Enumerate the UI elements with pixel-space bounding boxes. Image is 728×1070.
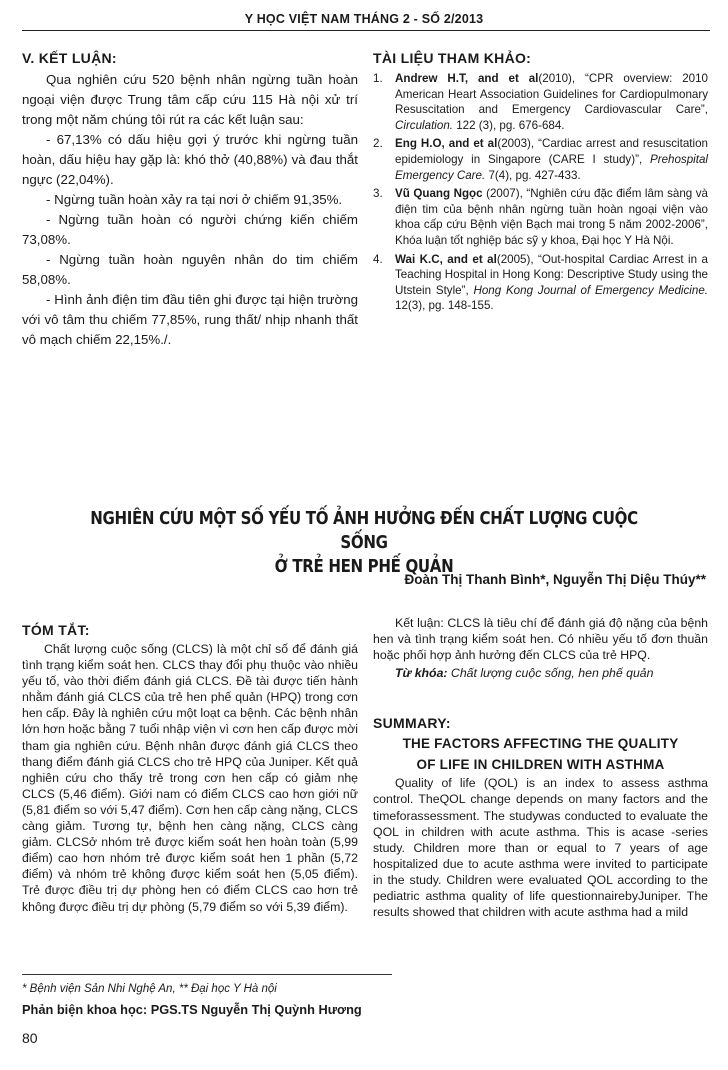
reference-authors: Eng H.O, and et al [395,137,498,151]
abstract-vi-continued [373,615,708,920]
reference-item [373,186,708,248]
reference-text: (2010), “CPR overview: 2010 American Heart Association Guidelines for Cardiopulmonary Resuscitation and Emergency Cardiovascular Care”, [395,72,708,117]
header-rule [22,30,710,31]
summary-subtitle [373,733,708,775]
reference-authors: Wai K.C, and et al [395,252,497,266]
reference-item [373,71,708,133]
reference-authors: Andrew H.T, and et al [395,72,539,85]
article-title-line: Ở TRẺ HEN PHẾ QUẢN [274,557,454,577]
abstract-vi-body: Chất lượng cuộc sống (CLCS) là một chỉ số để đánh giá tình trạng kiểm soát hen. CLCS thay đổi phụ thuộc vào nhiều yếu tố, vào thời điểm đánh giá CLCS. Đề tài được tiến hành nhằm đánh giá CLCS của trẻ hen phế quản (HPQ) trong cơn hen cấp. Đây là nghiên cứu một loạt ca bệnh. Các bệnh nhân lớn hơn hoặc bằng 7 tuổi nhập viện vì cơn hen cấp được mời tham gia nghiên cứu. Bệnh nhân được đánh giá CLCS theo thang điểm đánh giá CLCS cho trẻ HPQ của Juniper. Kết quả nghiên cứu cho thấy trẻ trong cơn hen cấp có giảm nhẹ CLCS (5,46 điểm). Giới nam có điểm CLCS cao hơn giới nữ (5,81 điểm so với 5,47 điểm). Cơn hen cấp càng nặng, CLCS càng giảm. Tương tự, bệnh hen càng nặng, CLCS càng giảm. CLCSở nhóm trẻ được kiểm soát hen hoàn toàn (5,99 điểm) cao hơn nhóm trẻ được kiểm soát hen 1 phần (5,72 điểm) và nhóm trẻ không được kiểm soát hen (5,05 điểm). Trẻ được điều trị dự phòng hen có điểm CLCS cao hơn trẻ không được điều trị dự phòng (5,79 điểm so với 5,39 điểm). [22,642,358,914]
running-head: Y HỌC VIỆT NAM THÁNG 2 - SỐ 2/2013 [244,12,484,26]
abstract-vi-title: TÓM TẮT: [22,622,90,638]
reference-text: (2005), “Out-hospital Cardiac Arrest in a Teaching Hospital in Hong Kong: Descriptive Study using the Utstein Style”, [395,252,708,297]
reference-number: 2. [373,137,383,151]
reference-authors: Vũ Quang Ngọc [395,187,483,201]
conclusion-point: - Ngừng tuần hoàn xảy ra tại nơi ở chiếm 91,35%. [46,192,343,207]
abstract-vi-section [22,622,358,915]
reference-number: 3. [373,187,383,201]
reviewer-note: Phản biện khoa học: PGS.TS Nguyễn Thị Quỳnh Hương [22,1002,362,1017]
reference-text: (2003), “Cardiac arrest and resuscitation epidemiology in Singapore (CARE I study)”, [395,137,708,166]
abstract-vi-conclusion: Kết luận: CLCS là tiêu chí để đánh giá độ nặng của bệnh hen và tình trạng kiểm soát hen. Có nhiều yếu tố đơn thuần hoặc phối hợp ảnh hưởng đến CLCS của trẻ HPQ. [373,616,708,663]
reference-number: 4. [373,252,383,266]
conclusion-point: - Hình ảnh điện tim đầu tiên ghi được tại hiện trường với vô tâm thu chiếm 77,85%, rung thất/ nhịp nhanh thất vô mạch chiếm 22,15%./. [22,292,358,347]
reference-journal: Circulation. [395,118,453,132]
reference-tail: 122 (3), pg. 676-684. [453,118,565,132]
reference-text: (2007), “Nghiên cứu đặc điểm lâm sàng và điện tim của bệnh nhân ngừng tuần hoàn ngoại viện vào khoa cấp cứu Bệnh viện Bạch mai trong 5 năm 2002-2006”, Khóa luận tốt nghiệp bác sỹ y khoa, Đại học Y Hà Nội. [395,187,708,247]
conclusion-point: - Ngừng tuần hoàn nguyên nhân do tim chiếm 58,08%. [22,252,358,287]
reference-journal: Hong Kong Journal of Emergency Medicine. [473,283,708,297]
reference-item [373,252,708,314]
keywords-line [373,665,708,681]
article-title [85,507,642,579]
reference-number: 1. [373,72,383,85]
keywords-text: Chất lượng cuộc sống, hen phế quản [447,666,654,681]
summary-subtitle-line: OF LIFE IN CHILDREN WITH ASTHMA [416,757,665,773]
conclusion-point: - Ngừng tuần hoàn có người chứng kiến chiếm 73,08%. [22,212,358,247]
conclusion-title: V. KẾT LUẬN: [22,50,117,66]
references-section [373,50,708,317]
article-title-line: NGHIÊN CỨU MỘT SỐ YẾU TỐ ẢNH HƯỞNG ĐẾN CHẤT LƯỢNG CUỘC SỐNG [90,509,638,553]
summary-subtitle-line: THE FACTORS AFFECTING THE QUALITY [402,736,679,752]
reference-tail: 7(4), pg. 427-433. [485,168,581,182]
conclusion-intro: Qua nghiên cứu 520 bệnh nhân ngừng tuần hoàn ngoại viện được Trung tâm cấp cứu 115 Hà nội xử trí trong một năm chúng tôi rút ra các kết luận sau: [22,72,358,127]
reference-item [373,136,708,183]
page-number: 80 [22,1030,38,1046]
reference-tail: 12(3), pg. 148-155. [395,299,494,313]
summary-body: Quality of life (QOL) is an index to assess asthma control. TheQOL change depends on many factors and the timeforassessment. The studywas conducted to evaluate the QOL in children with acute asthma. This is acase -series study. Children more than or equal to 7 years of age hospitalized due to acute asthma were invited to participate in the study. Children were evaluated QOL according to the pediatric asthma quality of life questionnairebyJuniper. The results showed that children with acute asthma had a mild [373,776,708,920]
references-title: TÀI LIỆU THAM KHẢO: [373,50,532,66]
keywords-label: Từ khóa: [395,666,448,681]
summary-title: SUMMARY: [373,715,451,732]
conclusion-point: - 67,13% có dấu hiệu gợi ý trước khi ngừng tuần hoàn, dấu hiệu hay gặp là: khó thở (40,88%) và đau thắt ngực (22,04%). [22,132,358,187]
reference-journal: Prehospital Emergency Care. [395,152,708,182]
conclusion-section [22,50,358,350]
references-list [373,71,708,314]
affiliations-footnote: * Bệnh viện Sản Nhi Nghệ An, ** Đại học Y Hà nội [22,983,277,995]
article-authors: Đoàn Thị Thanh Bình*, Nguyễn Thị Diệu Thúy** [404,572,706,587]
footnote-rule [22,974,392,975]
